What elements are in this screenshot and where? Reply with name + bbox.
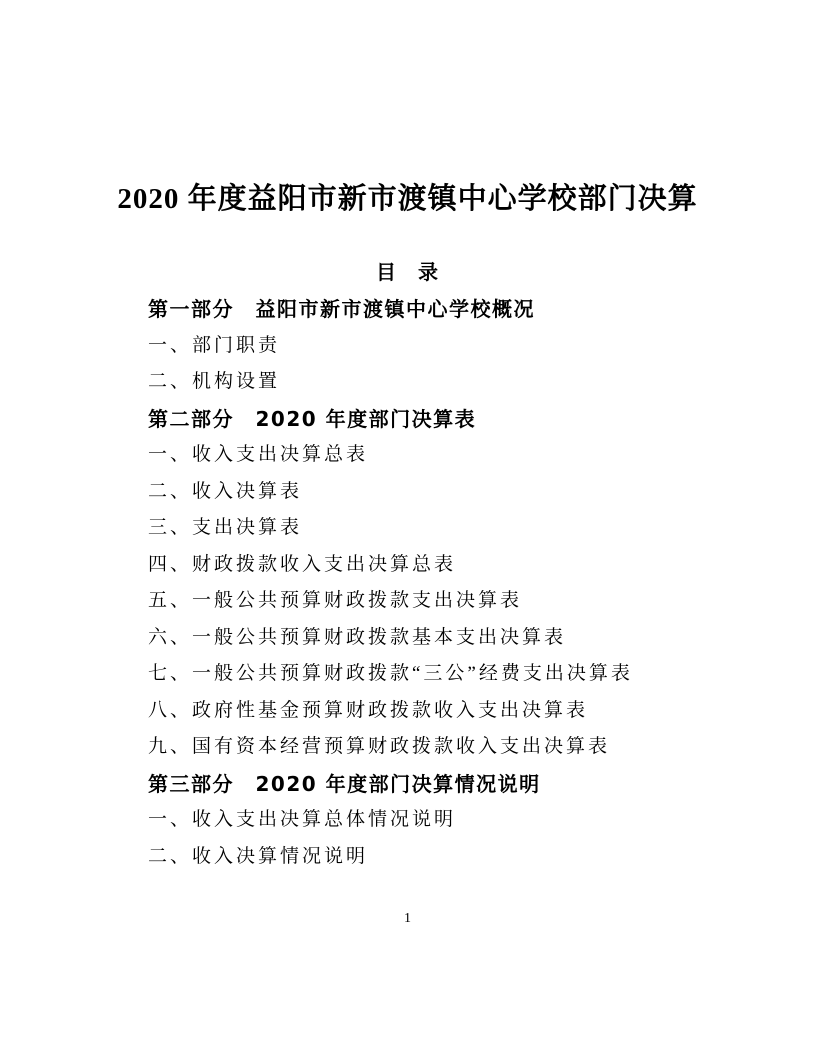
toc-item: 二、收入决算表	[148, 480, 303, 502]
toc-item: 二、机构设置	[148, 371, 281, 392]
toc-item: 二、收入决算情况说明	[148, 845, 369, 867]
toc-item: 七、一般公共预算财政拨款“三公”经费支出决算表	[148, 663, 633, 684]
toc-section-heading-part3: 第三部分 2020 年度部门决算情况说明	[148, 771, 541, 796]
toc-item: 一、收入支出决算总体情况说明	[148, 809, 457, 830]
toc-item: 五、一般公共预算财政拨款支出决算表	[148, 590, 523, 611]
toc-item: 六、一般公共预算财政拨款基本支出决算表	[148, 626, 567, 648]
toc-section-heading-part1: 第一部分 益阳市新市渡镇中心学校概况	[148, 297, 535, 321]
document-title: 2020 年度益阳市新市渡镇中心学校部门决算	[117, 183, 698, 215]
toc-list	[148, 291, 708, 875]
toc-heading: 目 录	[376, 260, 439, 284]
toc-item: 一、收入支出决算总表	[148, 444, 369, 465]
toc-item: 三、支出决算表	[148, 517, 303, 538]
toc-item: 九、国有资本经营预算财政拨款收入支出决算表	[148, 736, 611, 757]
toc-section-heading-part2: 第二部分 2020 年度部门决算表	[148, 406, 477, 431]
toc-item: 一、部门职责	[148, 334, 281, 356]
toc-item: 四、财政拨款收入支出决算总表	[148, 553, 457, 575]
page-number: 1	[404, 911, 411, 926]
toc-item: 八、政府性基金预算财政拨款收入支出决算表	[148, 699, 589, 721]
